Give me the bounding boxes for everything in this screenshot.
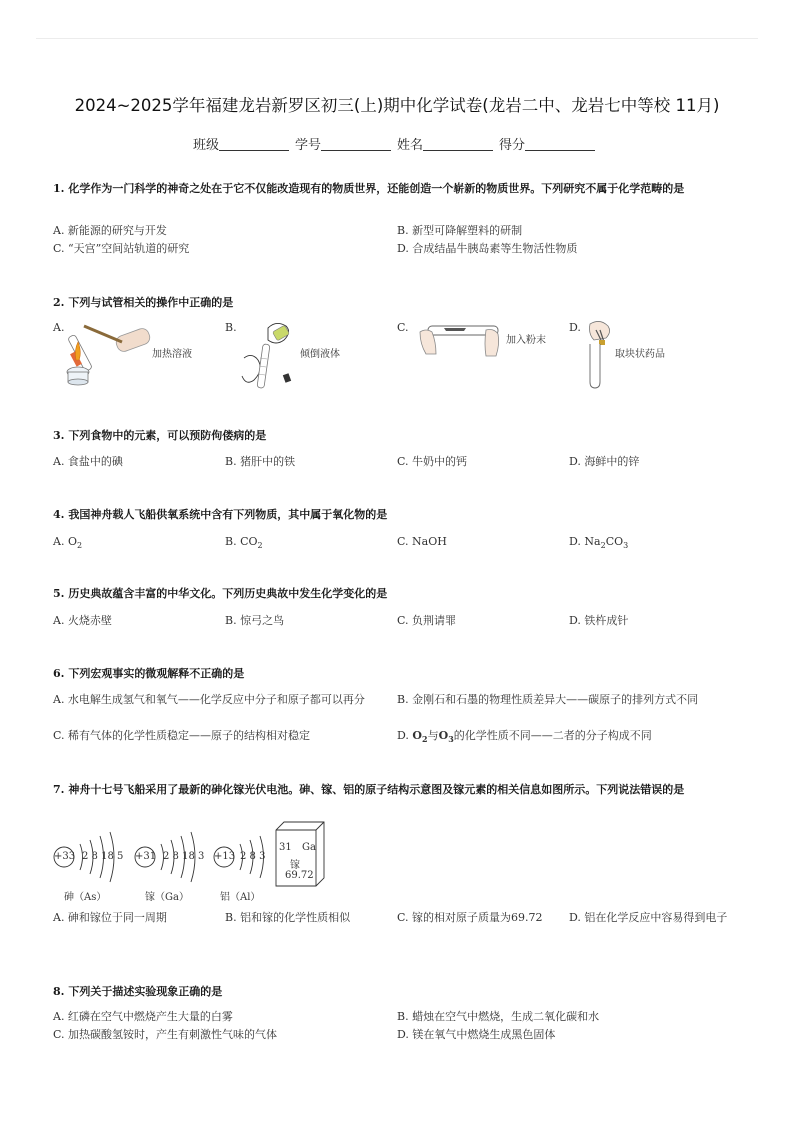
arsenic-label: 砷（As） — [64, 892, 107, 903]
name-label: 姓名 — [397, 138, 424, 153]
pouring-liquid-figure — [238, 318, 300, 390]
aluminium-shells: 2 8 3 — [240, 851, 266, 862]
q6-option-a[interactable]: A. 水电解生成氢气和氧气——化学反应中分子和原子都可以再分 — [53, 693, 365, 706]
q2-letter-a[interactable]: A. — [53, 321, 65, 334]
q8-option-b[interactable]: B. 蜡烛在空气中燃烧，生成二氧化碳和水 — [397, 1010, 600, 1023]
q4-option-b[interactable] — [225, 533, 390, 554]
header-divider — [36, 38, 758, 39]
q7-option-a[interactable]: A. 砷和镓位于同一周期 — [53, 911, 167, 924]
element-atomic-number: 31 — [279, 842, 292, 853]
gallium-label: 镓（Ga） — [145, 892, 189, 903]
q4-d-subscript-2: 3 — [623, 541, 629, 550]
q2-letter-d[interactable]: D. — [569, 321, 581, 334]
q5-option-c[interactable]: C. 负荆请罪 — [397, 614, 457, 627]
student-number-blank[interactable] — [321, 150, 391, 151]
q4-b-formula: CO — [240, 535, 258, 548]
score-label: 得分 — [499, 138, 526, 153]
q6-d-rest: 的化学性质不同——二者的分子构成不同 — [453, 729, 652, 742]
class-blank[interactable] — [219, 150, 289, 151]
element-atomic-mass: 69.72 — [285, 870, 314, 881]
q3-option-c[interactable]: C. 牛奶中的钙 — [397, 455, 468, 468]
q3-option-b[interactable]: B. 猪肝中的铁 — [225, 455, 296, 468]
q6-option-c[interactable]: C. 稀有气体的化学性质稳定——原子的结构相对稳定 — [53, 729, 311, 742]
q2-caption-b: 倾倒液体 — [300, 349, 340, 360]
gallium-nucleus: +31 — [135, 851, 157, 862]
question-8-stem: 8. 下列关于描述实验现象正确的是 — [53, 985, 223, 998]
class-label: 班级 — [192, 138, 219, 153]
heating-solution-figure — [64, 316, 159, 388]
taking-solid-figure — [582, 318, 618, 390]
question-1-stem: 1. 化学作为一门科学的神奇之处在于它不仅能改造现有的物质世界，还能创造一个崭新的物质世界。下列研究不属于化学范畴的是 — [53, 182, 685, 195]
arsenic-shells: 2 8 18 5 — [82, 851, 124, 862]
q4-c-letter: C. — [397, 535, 413, 548]
q4-option-a[interactable] — [53, 533, 218, 554]
q7-option-d[interactable]: D. 铝在化学反应中容易得到电子 — [569, 911, 728, 924]
q7-option-b[interactable]: B. 铝和镓的化学性质相似 — [225, 911, 351, 924]
q4-b-subscript: 2 — [257, 541, 263, 550]
q5-option-a[interactable]: A. 火烧赤壁 — [53, 614, 112, 627]
q8-option-c[interactable]: C. 加热碳酸氢铵时，产生有刺激性气味的气体 — [53, 1028, 278, 1041]
q5-option-b[interactable]: B. 惊弓之鸟 — [225, 614, 285, 627]
exam-title: 2024~2025学年福建龙岩新罗区初三(上)期中化学试卷(龙岩二中、龙岩七中等校 11月) — [74, 96, 720, 115]
q4-c-formula: NaOH — [412, 535, 447, 548]
q6-d-subscript-2: 3 — [448, 734, 454, 744]
question-3-stem: 3. 下列食物中的元素，可以预防佝偻病的是 — [53, 429, 267, 442]
arsenic-nucleus: +33 — [54, 851, 76, 862]
gallium-shells: 2 8 18 3 — [163, 851, 205, 862]
q2-caption-d: 取块状药品 — [615, 349, 665, 360]
adding-powder-figure — [418, 318, 502, 358]
q1-option-a[interactable]: A. 新能源的研究与开发 — [53, 224, 167, 237]
question-7-stem: 7. 神舟十七号飞船采用了最新的砷化镓光伏电池。砷、镓、铝的原子结构示意图及镓元素的相关信息如图所示。下列说法错误的是 — [53, 783, 685, 796]
q7-option-c[interactable]: C. 镓的相对原子质量为69.72 — [397, 911, 543, 924]
q4-option-d[interactable] — [569, 533, 734, 554]
q4-a-subscript: 2 — [76, 541, 83, 550]
q8-option-a[interactable]: A. 红磷在空气中燃烧产生大量的白雾 — [53, 1010, 233, 1023]
element-symbol: Ga — [302, 842, 316, 853]
q6-d-letter: D. — [397, 729, 413, 742]
name-blank[interactable] — [423, 150, 493, 151]
score-blank[interactable] — [525, 150, 595, 151]
q6-d-connector: 与 — [427, 729, 439, 742]
question-6-stem: 6. 下列宏观事实的微观解释不正确的是 — [53, 667, 245, 680]
q4-b-letter: B. — [225, 535, 241, 548]
aluminium-nucleus: +13 — [214, 851, 236, 862]
q6-d-formula-2: O — [438, 729, 449, 742]
q4-a-letter: A. — [53, 535, 68, 548]
q6-d-subscript-1: 2 — [422, 734, 428, 744]
q4-d-formula: Na — [584, 535, 601, 548]
question-5-stem: 5. 历史典故蕴含丰富的中华文化。下列历史典故中发生化学变化的是 — [53, 587, 388, 600]
q5-option-d[interactable]: D. 铁杵成针 — [569, 614, 629, 627]
q1-option-c[interactable]: C. “天宫”空间站轨道的研究 — [53, 242, 190, 255]
element-name: 镓 — [290, 860, 300, 871]
q3-option-a[interactable]: A. 食盐中的碘 — [53, 455, 123, 468]
q4-a-formula: O — [67, 535, 77, 548]
q6-option-b[interactable]: B. 金刚石和石墨的物理性质差异大——碳原子的排列方式不同 — [397, 693, 699, 706]
q1-option-d[interactable]: D. 合成结晶牛胰岛素等生物活性物质 — [397, 242, 578, 255]
q8-option-d[interactable]: D. 镁在氧气中燃烧生成黑色固体 — [397, 1028, 556, 1041]
aluminium-label: 铝（Al） — [220, 892, 261, 903]
q4-d-subscript-1: 2 — [600, 541, 606, 550]
q2-letter-b[interactable]: B. — [225, 321, 237, 334]
student-info-line — [0, 134, 794, 153]
q2-caption-c: 加入粉末 — [506, 335, 546, 346]
q4-d-letter: D. — [569, 535, 585, 548]
q4-d-formula-2: CO — [605, 535, 624, 548]
q6-option-d[interactable] — [397, 727, 737, 748]
question-2-stem: 2. 下列与试管相关的操作中正确的是 — [53, 296, 234, 309]
q1-option-b[interactable]: B. 新型可降解塑料的研制 — [397, 224, 523, 237]
q2-letter-c[interactable]: C. — [397, 321, 409, 334]
q4-option-c[interactable] — [397, 533, 562, 550]
question-4-stem: 4. 我国神舟载人飞船供氧系统中含有下列物质，其中属于氧化物的是 — [53, 508, 388, 521]
q2-caption-a: 加热溶液 — [152, 349, 192, 360]
q6-d-formula-1: O — [412, 729, 423, 742]
student-number-label: 学号 — [294, 138, 321, 153]
q3-option-d[interactable]: D. 海鲜中的锌 — [569, 455, 640, 468]
